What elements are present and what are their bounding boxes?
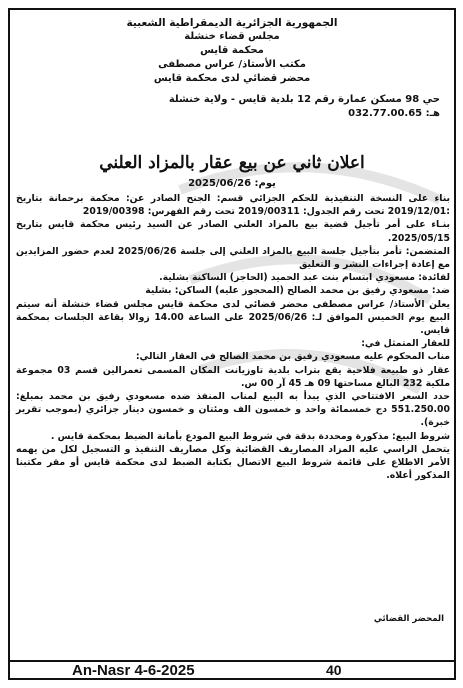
court-line: محكمة قايس — [200, 45, 264, 56]
notice-body — [16, 192, 450, 482]
signer-label: المحضر القضائي — [373, 614, 444, 624]
paragraph-opening-price: حدد السعر الافتتاحي الذي يبدأ به البيع لمناب المنفذ ضده مسعودي رفيق بن محمد بمبلغ: 551.250.00 دج خمسمائة واحد و خمسون الف ومئتان و خمسون دينار جزائري (بموجب تقرير خبرة). — [16, 391, 450, 429]
office-line: مكتب الأستاذ/ عراس مصطفى — [158, 59, 306, 70]
notice-title: اعلان ثاني عن بيع عقار بالمزاد العلني — [99, 153, 365, 173]
notice-date: يوم: 2025/06/26 — [188, 178, 276, 189]
page-number: 40 — [326, 662, 342, 678]
paragraph-defendant: ضد: مسعودي رفيق بن محمد الصالح (المحجوز عليه) الساكن: بشلية — [145, 285, 450, 297]
page-footer — [10, 660, 454, 680]
paragraph-postponement-order: بنـاء على أمر تأجيل قضية بيع بالمزاد العلني الصادر عن السيد رئيس محكمة قايس بتاريخ 2025/05/15. — [16, 219, 450, 244]
office-address — [20, 93, 440, 121]
court-council-line: مجلس قضاء خنشلة — [184, 31, 280, 42]
paragraph-share: مناب المحكوم عليه مسعودي رفيق بن محمد الصالح في العقار التالي: — [135, 351, 450, 363]
notice-header — [10, 16, 454, 86]
paragraph-sale-conditions: شروط البيع: مذكورة ومحددة بدقة في شروط البيع المودع بأمانة الضبط بمحكمة قايس . — [50, 430, 450, 442]
paragraph-sale-announcement: يعلن الأستاذ/ عراس مصطفى محضر قضائي لدى محكمة قايس مجلس قضاء خنشلة أنه سيتم البيع يوم الخميس الموافق لـ: 2025/06/26 على الساعة 14.00 زوالا بقاعة الجلسات بمحكمة قايس. — [16, 298, 450, 337]
country-line: الجمهورية الجزائرية الديمقراطية الشعبية — [126, 17, 338, 29]
phone-line: هـ: 032.77.00.65 — [348, 108, 440, 119]
paragraph-property-intro: للعقار المتمثل في: — [361, 338, 450, 350]
legal-notice-frame — [8, 8, 456, 680]
bailiff-line: محضر قضائي لدى محكمة قايس — [153, 73, 311, 84]
paragraph-costs: يتحمل الراسي عليه المزاد المصاريف القضائية وكل مصاريف التنفيذ و التسجيل لكل من يهمه الأمر الاطلاع على قائمة شروط البيع الاتصال بكتابة الضبط لدى محكمة قايس أو مقر مكتبنا المذكور أعلاه. — [16, 443, 450, 482]
address-line: حي 98 مسكن عمارة رقم 12 بلدية قايس - ولاية خنشلة — [168, 94, 440, 105]
paragraph-beneficiary: لفائدة: مسعودي ابتسام بنت عبد الحميد (الحاجز) الساكنة بشلية. — [159, 272, 450, 284]
paragraph-judgment: بناء على النسخة التنفيذية للحكم الجزائي قسم: الجنح الصادر عن: محكمة برحمانة بتاريخ :2019/12/01 تحت رقم الجدول: 2019/00311 تحت رقم الفهرس: 2019/00398 — [16, 193, 450, 218]
paragraph-property-description: عقار ذو طبيعة فلاحية يقع بتراب بلدية تاوزيانت المكان المسمى تعمرالين قسم 03 مجموعة ملكية 232 البالغ مساحتها 09 هـ 45 آر 00 س. — [16, 364, 450, 389]
paragraph-content: المتضمن: تأمر بتأجيل جلسة البيع بالمزاد العلني إلى جلسة 2025/06/26 لعدم حضور المزايدين مع إعادة إجراءات النشر و التعليق — [16, 245, 450, 271]
publication-label: An-Nasr 4-6-2025 — [72, 662, 195, 679]
